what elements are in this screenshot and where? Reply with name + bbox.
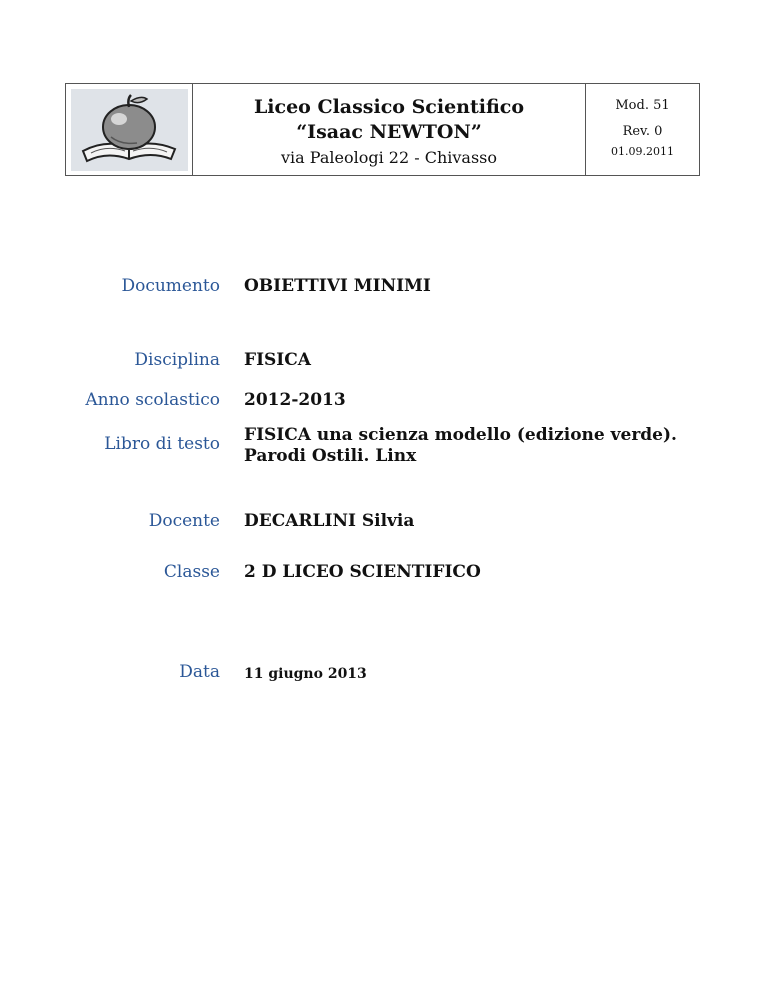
school-namesake: “Isaac NEWTON” (296, 121, 482, 143)
school-address: via Paleologi 22 - Chivasso (280, 148, 497, 167)
disciplina-value: FISICA (244, 350, 311, 370)
docente-value: DECARLINI Silvia (244, 511, 415, 531)
document-header (65, 83, 700, 176)
logo-cell (66, 84, 193, 175)
classe-value: 2 D LICEO SCIENTIFICO (244, 562, 481, 582)
docente-label: Docente (148, 511, 220, 531)
libro-label: Libro di testo (104, 434, 220, 454)
classe-label: Classe (163, 562, 220, 582)
disciplina-label: Disciplina (134, 350, 220, 370)
anno-value: 2012-2013 (244, 390, 346, 410)
documento-label: Documento (121, 276, 220, 296)
anno-label: Anno scolastico (85, 390, 220, 410)
documento-value: OBIETTIVI MINIMI (244, 276, 431, 296)
school-title-cell (193, 84, 586, 175)
school-name: Liceo Classico Scientifico (253, 96, 525, 118)
document-meta-cell (586, 84, 699, 175)
libro-value-line1: FISICA una scienza modello (edizione verde). (244, 425, 677, 445)
revision-number: Rev. 0 (622, 124, 663, 139)
data-label: Data (179, 662, 220, 682)
revision-date: 01.09.2011 (611, 145, 674, 158)
libro-value-line2: Parodi Ostili. Linx (244, 446, 417, 466)
data-value: 11 giugno 2013 (244, 666, 367, 682)
module-number: Mod. 51 (615, 98, 670, 113)
apple-on-book-icon (71, 89, 188, 171)
